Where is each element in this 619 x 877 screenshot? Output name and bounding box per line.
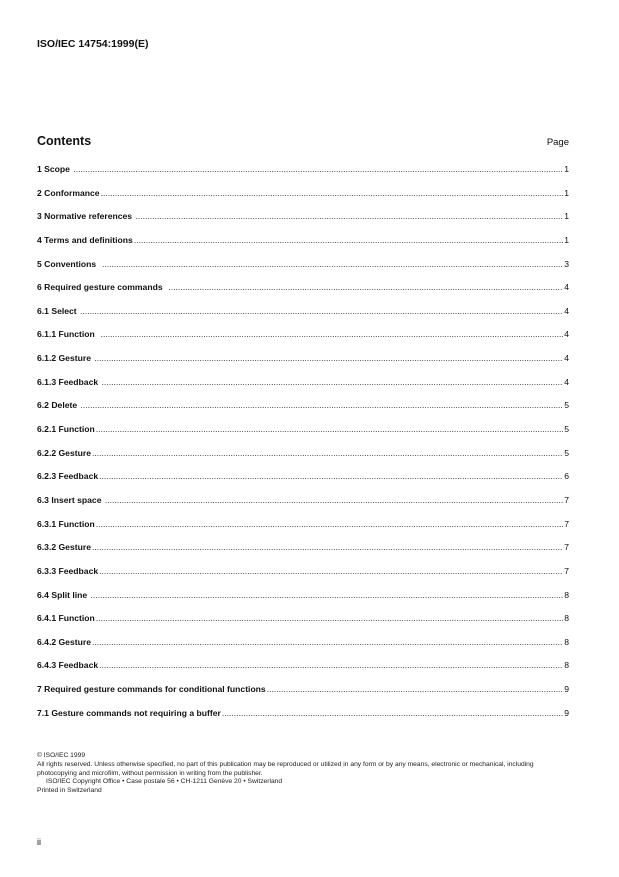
toc-entry-title: 6.2.3 Feedback [37, 471, 99, 482]
toc-entry-page: 1 [564, 187, 569, 198]
toc-entry[interactable] [37, 495, 569, 519]
toc-entry-title: 6.3.3 Feedback [37, 565, 99, 576]
toc-entry-title: 6.1.1 Function [37, 329, 100, 340]
toc-entry[interactable] [37, 400, 569, 424]
toc-entry-title: 6.2.2 Gesture [37, 447, 91, 458]
toc-dot-leader [101, 329, 564, 339]
toc-entry[interactable] [37, 188, 569, 212]
toc-dot-leader [222, 708, 563, 718]
toc-entry-page: 7 [564, 565, 569, 576]
toc-entry-title: 6.4 Split line [37, 589, 90, 600]
toc-dot-leader [80, 306, 563, 316]
toc-dot-leader [96, 613, 563, 623]
toc-entry-page: 4 [564, 282, 569, 293]
toc-dot-leader [99, 566, 563, 576]
toc-entry-page: 5 [564, 400, 569, 411]
page-number: ii [37, 837, 41, 847]
toc-entry[interactable] [37, 353, 569, 377]
toc-entry-title: 6.2.1 Function [37, 424, 95, 435]
toc-entry[interactable] [37, 424, 569, 448]
toc-entry[interactable] [37, 282, 569, 306]
toc-entry[interactable] [37, 259, 569, 283]
toc-dot-leader [99, 471, 563, 481]
toc-entry-title: 1 Scope [37, 164, 73, 174]
toc-dot-leader [94, 353, 563, 363]
toc-entry[interactable] [37, 211, 569, 235]
toc-entry[interactable] [37, 519, 569, 543]
toc-dot-leader [81, 400, 564, 410]
toc-entry-page: 7 [564, 518, 569, 529]
toc-dot-leader [102, 259, 563, 269]
toc-entry-page: 1 [564, 164, 569, 174]
contents-title: Contents [37, 134, 92, 148]
contents-heading-row [37, 134, 569, 152]
toc-entry-page: 9 [564, 707, 569, 718]
toc-entry[interactable] [37, 471, 569, 495]
toc-entry-page: 7 [564, 494, 569, 505]
toc-entry[interactable] [37, 306, 569, 330]
toc-dot-leader [99, 660, 563, 670]
toc-dot-leader [91, 590, 564, 600]
toc-dot-leader [105, 495, 563, 505]
toc-entry-page: 8 [564, 589, 569, 600]
copyright-rights: All rights reserved. Unless otherwise specified, no part of this publication may be reproduced or utilized in any form or by any means, electronic or mechanical, including photocopying and microfilm, without permission in writing from the publisher. [37, 760, 534, 777]
toc-entry[interactable] [37, 329, 569, 353]
toc-entry-title: 7.1 Gesture commands not requiring a buffer [37, 707, 221, 718]
table-of-contents [37, 164, 569, 731]
toc-entry-title: 6 Required gesture commands [37, 282, 168, 293]
toc-entry-page: 5 [564, 447, 569, 458]
toc-entry[interactable] [37, 448, 569, 472]
copyright-office: ISO/IEC Copyright Office • Case postale 56 • CH-1211 Genève 20 • Switzerland [46, 778, 283, 786]
toc-dot-leader [134, 235, 563, 245]
toc-entry-title: 6.3 Insert space [37, 494, 104, 505]
toc-entry-page: 3 [564, 258, 569, 269]
toc-dot-leader [92, 448, 563, 458]
toc-entry[interactable] [37, 684, 569, 708]
document-id-header: ISO/IEC 14754:1999(E) [37, 38, 149, 50]
toc-entry[interactable] [37, 235, 569, 259]
toc-dot-leader [96, 519, 563, 529]
toc-entry-title: 6.1.3 Feedback [37, 376, 101, 387]
toc-dot-leader [73, 164, 563, 174]
toc-entry-title: 6.2 Delete [37, 400, 80, 411]
toc-dot-leader [102, 377, 564, 387]
toc-entry-title: 5 Conventions [37, 258, 101, 269]
page-column-label: Page [546, 137, 569, 148]
toc-entry-page: 1 [564, 234, 569, 245]
toc-entry[interactable] [37, 708, 569, 732]
toc-entry-title: 6.4.3 Feedback [37, 660, 99, 671]
toc-entry-page: 4 [564, 305, 569, 316]
toc-entry[interactable] [37, 566, 569, 590]
printed-in: Printed in Switzerland [37, 787, 102, 795]
toc-dot-leader [96, 424, 563, 434]
toc-entry-page: 4 [564, 353, 569, 364]
toc-entry[interactable] [37, 660, 569, 684]
toc-entry-title: 6.1 Select [37, 305, 80, 316]
toc-entry[interactable] [37, 613, 569, 637]
toc-entry-title: 4 Terms and definitions [37, 234, 133, 245]
toc-entry-page: 4 [564, 329, 569, 340]
toc-entry[interactable] [37, 164, 569, 188]
toc-entry-title: 6.4.2 Gesture [37, 636, 91, 647]
toc-dot-leader [92, 542, 563, 552]
toc-dot-leader [135, 211, 563, 221]
toc-dot-leader [168, 282, 563, 292]
toc-entry-page: 4 [564, 376, 569, 387]
toc-entry-title: 6.1.2 Gesture [37, 353, 94, 364]
toc-entry[interactable] [37, 542, 569, 566]
toc-entry-page: 7 [564, 542, 569, 553]
toc-entry-title: 2 Conformance [37, 187, 100, 198]
toc-entry[interactable] [37, 377, 569, 401]
toc-entry-page: 9 [564, 684, 569, 695]
copyright-notice: © ISO/IEC 1999 [37, 752, 86, 759]
toc-dot-leader [267, 684, 564, 694]
toc-entry-title: 6.3.2 Gesture [37, 542, 91, 553]
toc-entry-page: 8 [564, 660, 569, 671]
toc-entry[interactable] [37, 590, 569, 614]
toc-entry-title: 7 Required gesture commands for conditional functions [37, 684, 266, 695]
toc-entry-title: 6.3.1 Function [37, 518, 95, 529]
toc-dot-leader [101, 188, 564, 198]
toc-entry[interactable] [37, 637, 569, 661]
toc-entry-page: 5 [564, 424, 569, 435]
toc-entry-page: 8 [564, 636, 569, 647]
toc-entry-page: 8 [564, 613, 569, 624]
toc-entry-page: 6 [564, 471, 569, 482]
toc-entry-title: 3 Normative references [37, 211, 135, 222]
toc-entry-title: 6.4.1 Function [37, 613, 95, 624]
copyright-block [37, 752, 571, 796]
toc-entry-page: 1 [564, 211, 569, 222]
toc-dot-leader [92, 637, 563, 647]
